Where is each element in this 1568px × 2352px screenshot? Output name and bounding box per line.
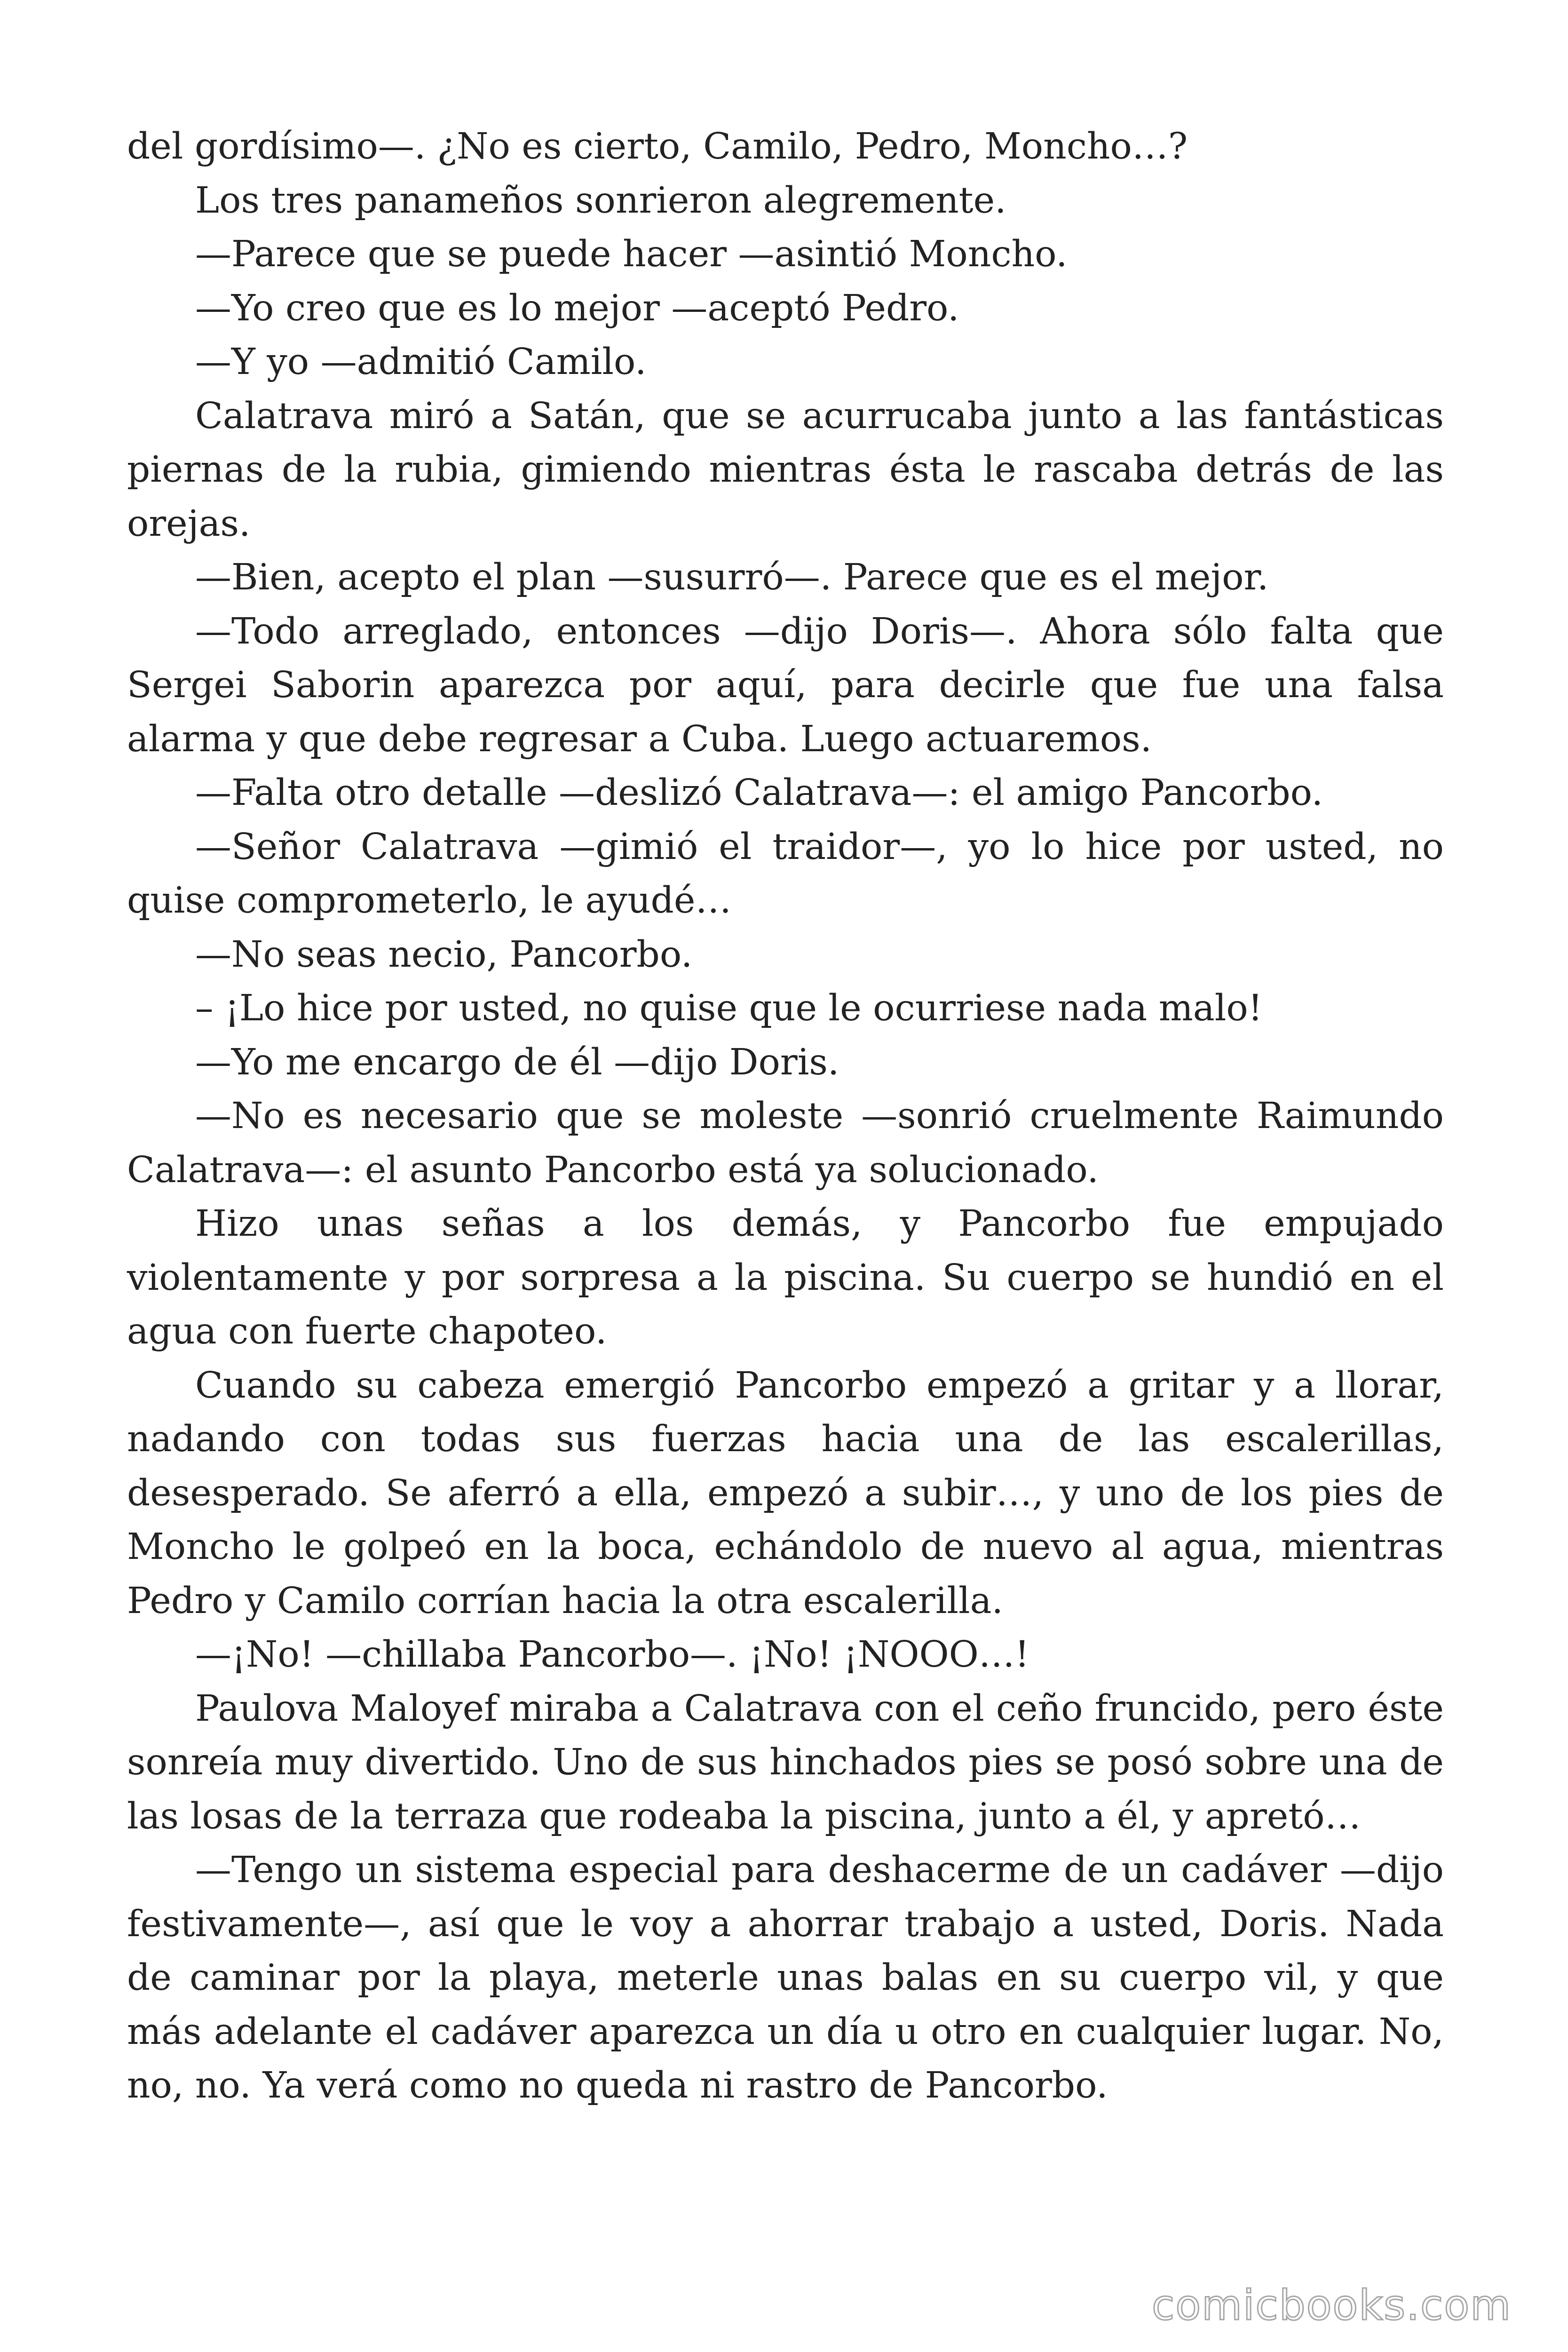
paragraph: Paulova Maloyef miraba a Calatrava con el ceño fruncido, pero éste sonreía muy divertido. Uno de sus hinchados pies se posó sobre una de las losas de la terraza que rodeaba la piscina, junto a él, y apretó…	[127, 1687, 1444, 1837]
paragraph: Los tres panameños sonrieron alegremente.	[195, 179, 1006, 222]
paragraph: —Yo me encargo de él —dijo Doris.	[195, 1041, 839, 1083]
paragraph: —Bien, acepto el plan —susurró—. Parece que es el mejor.	[195, 556, 1269, 598]
paragraph: —¡No! —chillaba Pancorbo—. ¡No! ¡NOOO…!	[195, 1634, 1029, 1676]
paragraph: —Todo arreglado, entonces —dijo Doris—. Ahora sólo falta que Sergei Saborin aparezca por aquí, para decirle que fue una falsa alarma y que debe regresar a Cuba. Luego actuaremos.	[127, 610, 1444, 760]
page-body-text	[127, 120, 1444, 2113]
paragraph: —No seas necio, Pancorbo.	[195, 933, 693, 976]
paragraph: —Falta otro detalle —deslizó Calatrava—: el amigo Pancorbo.	[195, 772, 1323, 814]
paragraph: —Tengo un sistema especial para deshacerme de un cadáver —dijo festivamente—, así que le voy a ahorrar trabajo a usted, Doris. Nada de caminar por la playa, meterle unas balas en su cuerpo vil, y que más adelante el cadáver aparezca un día u otro en cualquier lugar. No, no, no. Ya verá como no queda ni rastro de Pancorbo.	[127, 1849, 1444, 2106]
paragraph: del gordísimo—. ¿No es cierto, Camilo, Pedro, Moncho…?	[127, 126, 1188, 167]
paragraph: —No es necesario que se moleste —sonrió cruelmente Raimundo Calatrava—: el asunto Pancorbo está ya solucionado.	[127, 1095, 1444, 1191]
paragraph: Cuando su cabeza emergió Pancorbo empezó a gritar y a llorar, nadando con todas sus fuerzas hacia una de las escalerillas, desesperado. Se aferró a ella, empezó a subir…, y uno de los pies de Moncho le golpeó en la boca, echándolo de nuevo al agua, mientras Pedro y Camilo corrían hacia la otra escalerilla.	[127, 1364, 1444, 1622]
paragraph: Hizo unas señas a los demás, y Pancorbo fue empujado violentamente y por sorpresa a la piscina. Su cuerpo se hundió en el agua con fuerte chapoteo.	[127, 1203, 1444, 1352]
watermark: comicbooks.com	[1151, 2281, 1512, 2329]
paragraph: —Señor Calatrava —gimió el traidor—, yo lo hice por usted, no quise comprometerlo, le ayudé…	[127, 826, 1444, 922]
paragraph: Calatrava miró a Satán, que se acurrucaba junto a las fantásticas piernas de la rubia, gimiendo mientras ésta le rascaba detrás de las orejas.	[127, 395, 1444, 545]
paragraph: —Parece que se puede hacer —asintió Moncho.	[195, 233, 1068, 275]
paragraph: – ¡Lo hice por usted, no quise que le ocurriese nada malo!	[195, 987, 1263, 1029]
paragraph: —Yo creo que es lo mejor —aceptó Pedro.	[195, 287, 959, 329]
paragraph: —Y yo —admitió Camilo.	[195, 341, 647, 383]
